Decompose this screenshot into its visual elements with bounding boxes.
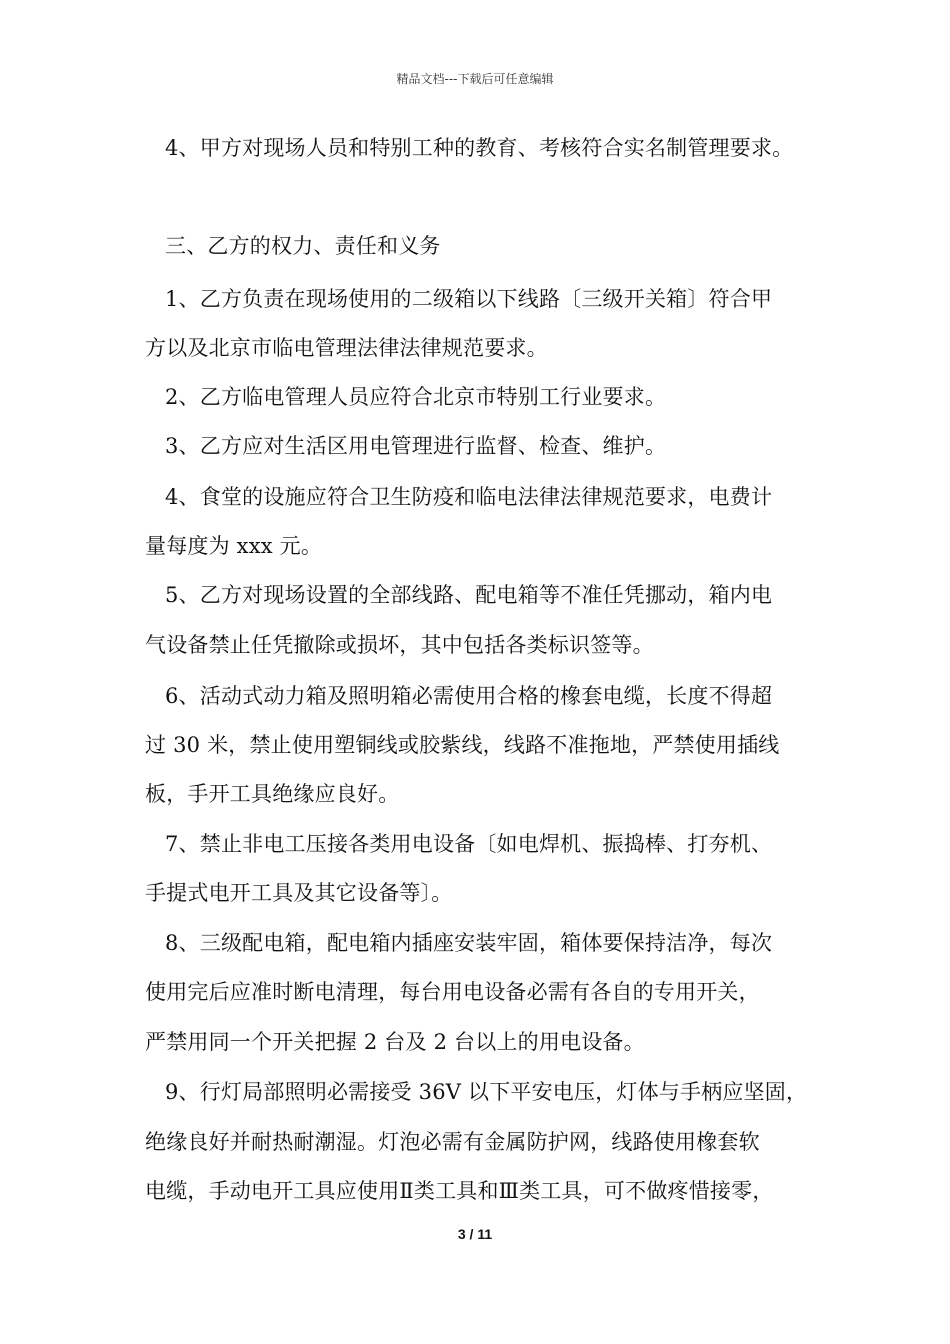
- paragraph-line: 量每度为 xxx 元。: [145, 534, 323, 558]
- paragraph-line: 方以及北京市临电管理法律法律规范要求。: [145, 336, 548, 360]
- paragraph-line: 板，手开工具绝缘应良好。: [145, 782, 400, 806]
- paragraph-line: 1、乙方负责在现场使用的二级箱以下线路〔三级开关箱〕符合甲: [165, 287, 773, 311]
- paragraph-line: 3、乙方应对生活区用电管理进行监督、检查、维护。: [165, 434, 667, 458]
- paragraph-line: 气设备禁止任凭撤除或损坏，其中包括各类标识签等。: [145, 633, 654, 657]
- paragraph-line: 使用完后应准时断电清理，每台用电设备必需有各自的专用开关，: [145, 980, 760, 1004]
- page-number: 3 / 11: [457, 1226, 493, 1242]
- paragraph-line: 6、活动式动力箱及照明箱必需使用合格的橡套电缆，长度不得超: [165, 684, 773, 708]
- paragraph-line: 2、乙方临电管理人员应符合北京市特别工行业要求。: [165, 385, 667, 409]
- paragraph-line: 8、三级配电箱，配电箱内插座安装牢固，箱体要保持洁净，每次: [165, 931, 773, 955]
- paragraph-line: 5、乙方对现场设置的全部线路、配电箱等不准任凭挪动，箱内电: [165, 583, 773, 607]
- paragraph-line: 4、食堂的设施应符合卫生防疫和临电法律法律规范要求，电费计: [165, 485, 773, 509]
- paragraph-line: 电缆，手动电开工具应使用Ⅱ类工具和Ⅲ类工具，可不做疼惜接零，: [145, 1179, 774, 1203]
- paragraph-line: 4、甲方对现场人员和特别工种的教育、考核符合实名制管理要求。: [165, 136, 794, 160]
- paragraph-line: 过 30 米，禁止使用塑铜线或胶紫线，线路不准拖地，严禁使用插线: [145, 733, 780, 757]
- paragraph-line: 手提式电开工具及其它设备等〕。: [145, 881, 453, 905]
- paragraph-line: 7、禁止非电工压接各类用电设备〔如电焊机、振捣棒、打夯机、: [165, 832, 773, 856]
- page-header: 精品文档---下载后可任意编辑: [396, 72, 554, 86]
- paragraph-line: 绝缘良好并耐热耐潮湿。灯泡必需有金属防护网，线路使用橡套软: [145, 1130, 760, 1154]
- section-heading: 三、乙方的权力、责任和义务: [165, 234, 441, 258]
- paragraph-line: 9、行灯局部照明必需接受 36V 以下平安电压，灯体与手柄应坚固，: [165, 1080, 808, 1104]
- paragraph-line: 严禁用同一个开关把握 2 台及 2 台以上的用电设备。: [145, 1030, 645, 1054]
